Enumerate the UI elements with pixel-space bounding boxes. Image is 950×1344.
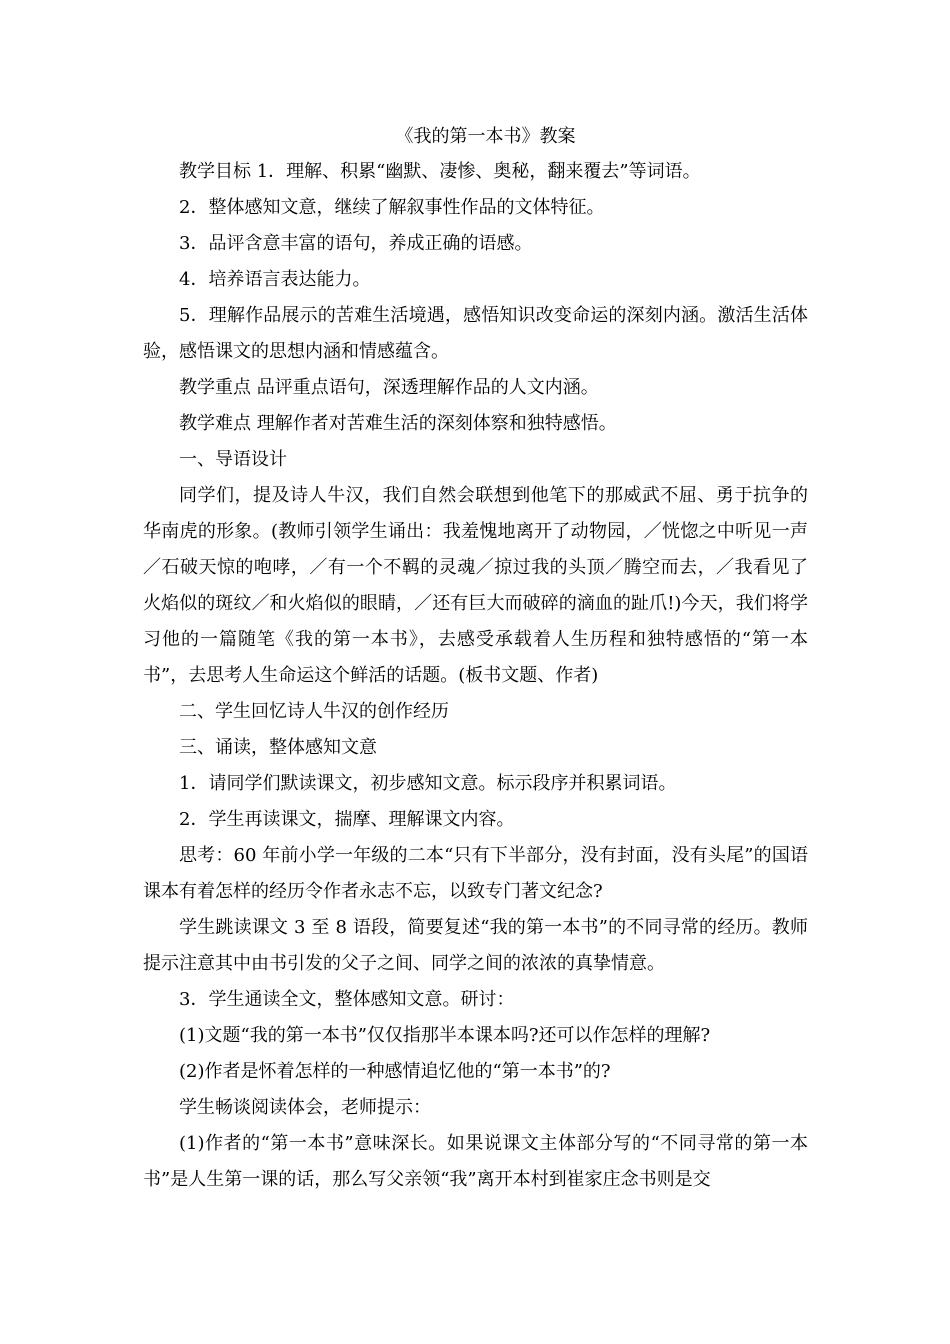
paragraph: 4．培养语言表达能力。 [179, 269, 371, 290]
paragraph: 同学们，提及诗人牛汉，我们自然会联想到他笔下的那威武不屈、勇于抗争的华南虎的形象。(教师引领学生诵出：我羞愧地离开了动物园，／恍惚之中听见一声／石破天惊的咆哮，／有一个不羁的灵魂／掠过我的头顶／腾空而去，／我看见了火焰似的斑纹／和火焰似的眼睛，／还有巨大而破碎的滴血的趾爪!)今天，我们将学习他的一篇随笔《我的第一本书》，去感受承载着人生历程和独特感悟的“第一本书”，去思考人生命运这个鲜活的话题。(板书文题、作者) [143, 485, 808, 686]
paragraph: 2．整体感知文意，继续了解叙事性作品的文体特征。 [179, 197, 605, 218]
paragraph: 1．请同学们默读课文，初步感知文意。标示段序并积累词语。 [179, 773, 677, 794]
paragraph: 3．品评含意丰富的语句，养成正确的语感。 [179, 233, 533, 254]
section-heading: 一、导语设计 [179, 449, 287, 470]
paragraph: 2．学生再读课文，揣摩、理解课文内容。 [179, 809, 515, 830]
paragraph: (1)文题“我的第一本书”仅仅指那半本课本吗?还可以作怎样的理解? [179, 1025, 711, 1046]
section-heading: 三、诵读，整体感知文意 [179, 737, 377, 758]
paragraph: 学生跳读课文 3 至 8 语段，简要复述“我的第一本书”的不同寻常的经历。教师提示注意其中由书引发的父子之间、同学之间的浓浓的真挚情意。 [143, 917, 808, 974]
paragraph: (2)作者是怀着怎样的一种感情追忆他的“第一本书”的? [179, 1061, 611, 1082]
document-title: 《我的第一本书》教案 [395, 126, 576, 147]
paragraph: 教学难点 理解作者对苦难生活的深刻体察和独特感悟。 [179, 413, 617, 434]
paragraph: 教学目标 1．理解、积累“幽默、凄惨、奥秘，翻来覆去”等词语。 [179, 161, 701, 182]
paragraph: 学生畅谈阅读体会，老师提示： [179, 1097, 431, 1118]
document-body [143, 120, 808, 1198]
paragraph: 5．理解作品展示的苦难生活境遇，感悟知识改变命运的深刻内涵。激活生活体验，感悟课文的思想内涵和情感蕴含。 [143, 305, 808, 362]
paragraph: 教学重点 品评重点语句，深透理解作品的人文内涵。 [179, 377, 599, 398]
paragraph: 思考：60 年前小学一年级的二本“只有下半部分，没有封面，没有头尾”的国语课本有着怎样的经历令作者永志不忘，以致专门著文纪念? [143, 845, 808, 902]
paragraph: (1)作者的“第一本书”意味深长。如果说课文主体部分写的“不同寻常的第一本书”是人生第一课的话，那么写父亲领“我”离开本村到崔家庄念书则是交 [143, 1133, 808, 1190]
paragraph: 3．学生通读全文，整体感知文意。研讨： [179, 989, 515, 1010]
section-heading: 二、学生回忆诗人牛汉的创作经历 [179, 701, 449, 722]
